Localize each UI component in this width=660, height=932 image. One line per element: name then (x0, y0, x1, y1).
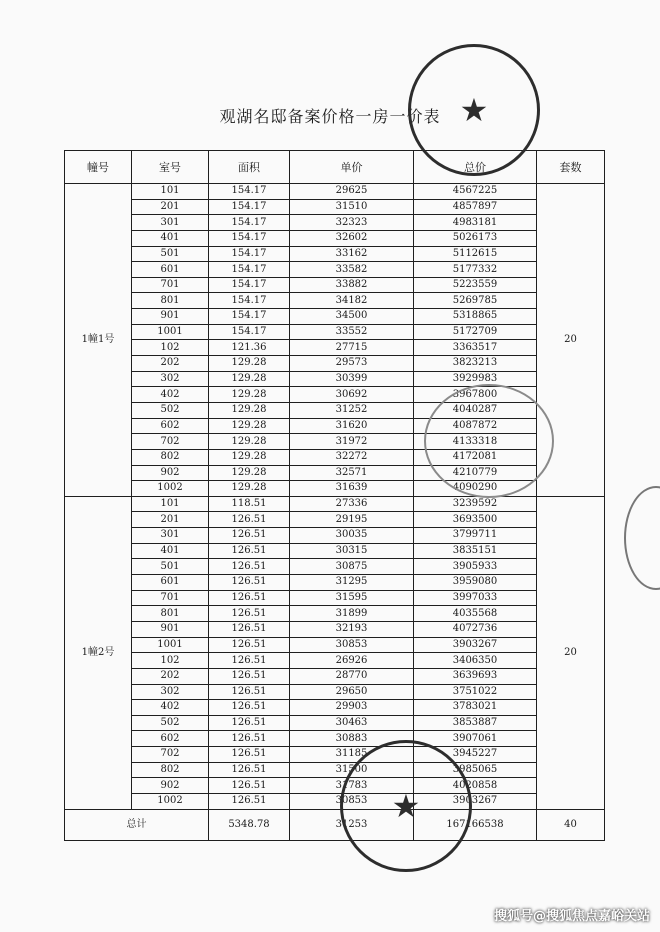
table-row (65, 246, 605, 262)
table-row (65, 262, 605, 278)
table-row (65, 528, 605, 544)
unit-price-cell: 32323 (290, 215, 414, 231)
area-cell: 154.17 (209, 215, 290, 231)
seal-star-icon: ★ (391, 787, 421, 825)
unit-price-cell: 27336 (290, 496, 414, 512)
area-cell: 126.51 (209, 762, 290, 778)
table-row (65, 324, 605, 340)
total-price-cell: 3853887 (414, 715, 537, 731)
area-cell: 154.17 (209, 309, 290, 325)
unit-price-cell: 29625 (290, 184, 414, 200)
area-cell: 129.28 (209, 465, 290, 481)
table-row (65, 715, 605, 731)
unit-price-cell: 31500 (290, 762, 414, 778)
unit-price-cell: 32571 (290, 465, 414, 481)
unit-price-cell: 28770 (290, 668, 414, 684)
table-row (65, 277, 605, 293)
count-cell: 20 (537, 496, 605, 809)
total-price-cell: 5223559 (414, 277, 537, 293)
room-cell: 802 (132, 449, 209, 465)
area-cell: 126.51 (209, 621, 290, 637)
room-cell: 701 (132, 277, 209, 293)
room-cell: 501 (132, 559, 209, 575)
total-price-cell: 3823213 (414, 356, 537, 372)
total-row (65, 809, 605, 840)
table-row (65, 668, 605, 684)
count-cell: 20 (537, 184, 605, 497)
room-cell: 202 (132, 356, 209, 372)
header-building: 幢号 (65, 151, 132, 184)
table-row (65, 215, 605, 231)
area-cell: 126.51 (209, 590, 290, 606)
room-cell: 801 (132, 293, 209, 309)
unit-price-cell: 31595 (290, 590, 414, 606)
table-row (65, 496, 605, 512)
unit-price-cell: 31620 (290, 418, 414, 434)
unit-price-cell: 30692 (290, 387, 414, 403)
area-cell: 126.51 (209, 715, 290, 731)
unit-price-cell: 32193 (290, 621, 414, 637)
table-row (65, 543, 605, 559)
total-price-cell: 4072736 (414, 621, 537, 637)
unit-price-cell: 31295 (290, 575, 414, 591)
unit-price-cell: 31899 (290, 606, 414, 622)
page-title: 观湖名邸备案价格一房一价表 (219, 107, 441, 126)
unit-price-cell: 31252 (290, 402, 414, 418)
total-price-cell: 3239592 (414, 496, 537, 512)
header-count: 套数 (537, 151, 605, 184)
header-room: 室号 (132, 151, 209, 184)
total-price-cell: 3997033 (414, 590, 537, 606)
area-cell: 129.28 (209, 449, 290, 465)
total-price-cell: 4035568 (414, 606, 537, 622)
total-price-cell: 3903267 (414, 793, 537, 809)
total-label: 总计 (65, 809, 209, 840)
total-price-cell: 3363517 (414, 340, 537, 356)
total-price-cell: 3639693 (414, 668, 537, 684)
table-row (65, 747, 605, 763)
unit-price-cell: 29195 (290, 512, 414, 528)
table-row (65, 778, 605, 794)
table-row (65, 793, 605, 809)
total-price-cell: 3905933 (414, 559, 537, 575)
area-cell: 126.51 (209, 731, 290, 747)
header-unit-price: 单价 (290, 151, 414, 184)
partial-seal-edge (624, 486, 660, 590)
unit-price-cell: 29573 (290, 356, 414, 372)
total-price-cell: 3799711 (414, 528, 537, 544)
area-cell: 121.36 (209, 340, 290, 356)
total-price-cell: 3835151 (414, 543, 537, 559)
room-cell: 202 (132, 668, 209, 684)
table-row (65, 559, 605, 575)
room-cell: 201 (132, 199, 209, 215)
table-row (65, 340, 605, 356)
table-header-row (65, 151, 605, 184)
total-price-cell: 3945227 (414, 747, 537, 763)
area-cell: 154.17 (209, 277, 290, 293)
area-cell: 154.17 (209, 184, 290, 200)
area-cell: 126.51 (209, 606, 290, 622)
area-cell: 154.17 (209, 262, 290, 278)
total-price: 167166538 (414, 809, 537, 840)
area-cell: 126.51 (209, 747, 290, 763)
unit-price-cell: 33552 (290, 324, 414, 340)
unit-price-cell: 34500 (290, 309, 414, 325)
room-cell: 902 (132, 778, 209, 794)
table-row (65, 731, 605, 747)
total-price-cell: 3907061 (414, 731, 537, 747)
unit-price-cell: 31639 (290, 481, 414, 497)
room-cell: 601 (132, 262, 209, 278)
unit-price-cell: 29650 (290, 684, 414, 700)
table-row (65, 621, 605, 637)
building-cell: 1幢1号 (65, 184, 132, 497)
room-cell: 101 (132, 184, 209, 200)
total-price-cell: 5172709 (414, 324, 537, 340)
total-price-cell: 4087872 (414, 418, 537, 434)
area-cell: 126.51 (209, 700, 290, 716)
building-cell: 1幢2号 (65, 496, 132, 809)
seal-star-icon: ★ (459, 91, 489, 129)
table-row (65, 293, 605, 309)
area-cell: 126.51 (209, 528, 290, 544)
room-cell: 702 (132, 434, 209, 450)
room-cell: 1002 (132, 481, 209, 497)
room-cell: 602 (132, 418, 209, 434)
table-row (65, 356, 605, 372)
watermark: 搜狐号@搜狐焦点嘉峪关站 (493, 909, 650, 924)
room-cell: 301 (132, 528, 209, 544)
room-cell: 302 (132, 684, 209, 700)
total-price-cell: 5026173 (414, 230, 537, 246)
unit-price-cell: 30463 (290, 715, 414, 731)
total-unit-price: 31253 (290, 809, 414, 840)
total-price-cell: 5112615 (414, 246, 537, 262)
unit-price-cell: 30853 (290, 793, 414, 809)
room-cell: 901 (132, 621, 209, 637)
area-cell: 126.51 (209, 778, 290, 794)
header-total-price: 总价 (414, 151, 537, 184)
unit-price-cell: 32602 (290, 230, 414, 246)
total-area: 5348.78 (209, 809, 290, 840)
room-cell: 102 (132, 653, 209, 669)
room-cell: 1001 (132, 324, 209, 340)
area-cell: 154.17 (209, 230, 290, 246)
room-cell: 602 (132, 731, 209, 747)
area-cell: 126.51 (209, 637, 290, 653)
area-cell: 154.17 (209, 246, 290, 262)
total-price-cell: 4983181 (414, 215, 537, 231)
total-price-cell: 4857897 (414, 199, 537, 215)
table-row (65, 512, 605, 528)
area-cell: 129.28 (209, 434, 290, 450)
area-cell: 126.51 (209, 653, 290, 669)
company-seal-faint (424, 384, 554, 498)
room-cell: 702 (132, 747, 209, 763)
area-cell: 129.28 (209, 481, 290, 497)
total-price-cell: 4020858 (414, 778, 537, 794)
room-cell: 402 (132, 700, 209, 716)
total-price-cell: 4172081 (414, 449, 537, 465)
area-cell: 129.28 (209, 356, 290, 372)
total-price-cell: 4210779 (414, 465, 537, 481)
total-price-cell: 4090290 (414, 481, 537, 497)
room-cell: 502 (132, 402, 209, 418)
unit-price-cell: 30853 (290, 637, 414, 653)
unit-price-cell: 26926 (290, 653, 414, 669)
table-row (65, 371, 605, 387)
area-cell: 129.28 (209, 371, 290, 387)
area-cell: 154.17 (209, 324, 290, 340)
area-cell: 126.51 (209, 512, 290, 528)
area-cell: 126.51 (209, 668, 290, 684)
area-cell: 154.17 (209, 199, 290, 215)
room-cell: 201 (132, 512, 209, 528)
total-price-cell: 3967800 (414, 387, 537, 403)
table-row (65, 230, 605, 246)
room-cell: 102 (132, 340, 209, 356)
total-price-cell: 5269785 (414, 293, 537, 309)
company-seal-top (408, 44, 540, 176)
total-price-cell: 3693500 (414, 512, 537, 528)
price-table (64, 150, 605, 841)
table-row (65, 606, 605, 622)
total-price-cell: 3959080 (414, 575, 537, 591)
room-cell: 101 (132, 496, 209, 512)
room-cell: 502 (132, 715, 209, 731)
table-row (65, 653, 605, 669)
unit-price-cell: 31783 (290, 778, 414, 794)
room-cell: 901 (132, 309, 209, 325)
total-price-cell: 4040287 (414, 402, 537, 418)
table-row (65, 199, 605, 215)
unit-price-cell: 34182 (290, 293, 414, 309)
total-price-cell: 4133318 (414, 434, 537, 450)
room-cell: 802 (132, 762, 209, 778)
unit-price-cell: 27715 (290, 340, 414, 356)
room-cell: 402 (132, 387, 209, 403)
area-cell: 129.28 (209, 418, 290, 434)
unit-price-cell: 30399 (290, 371, 414, 387)
unit-price-cell: 30035 (290, 528, 414, 544)
room-cell: 701 (132, 590, 209, 606)
room-cell: 301 (132, 215, 209, 231)
room-cell: 1001 (132, 637, 209, 653)
unit-price-cell: 29903 (290, 700, 414, 716)
total-price-cell: 3406350 (414, 653, 537, 669)
unit-price-cell: 33882 (290, 277, 414, 293)
company-seal-bottom (340, 740, 472, 872)
unit-price-cell: 31185 (290, 747, 414, 763)
room-cell: 501 (132, 246, 209, 262)
total-price-cell: 3929983 (414, 371, 537, 387)
area-cell: 118.51 (209, 496, 290, 512)
total-price-cell: 4567225 (414, 184, 537, 200)
table-row (65, 684, 605, 700)
table-body (65, 184, 605, 810)
unit-price-cell: 32272 (290, 449, 414, 465)
room-cell: 801 (132, 606, 209, 622)
room-cell: 902 (132, 465, 209, 481)
area-cell: 126.51 (209, 684, 290, 700)
table-row (65, 590, 605, 606)
area-cell: 126.51 (209, 575, 290, 591)
total-count: 40 (537, 809, 605, 840)
total-price-cell: 5177332 (414, 262, 537, 278)
unit-price-cell: 33162 (290, 246, 414, 262)
area-cell: 154.17 (209, 293, 290, 309)
header-area: 面积 (209, 151, 290, 184)
area-cell: 126.51 (209, 559, 290, 575)
total-price-cell: 3783021 (414, 700, 537, 716)
total-price-cell: 3985065 (414, 762, 537, 778)
room-cell: 401 (132, 230, 209, 246)
unit-price-cell: 31972 (290, 434, 414, 450)
room-cell: 302 (132, 371, 209, 387)
unit-price-cell: 30315 (290, 543, 414, 559)
unit-price-cell: 30883 (290, 731, 414, 747)
area-cell: 129.28 (209, 402, 290, 418)
unit-price-cell: 31510 (290, 199, 414, 215)
unit-price-cell: 33582 (290, 262, 414, 278)
room-cell: 601 (132, 575, 209, 591)
room-cell: 1002 (132, 793, 209, 809)
table-row (65, 309, 605, 325)
total-price-cell: 5318865 (414, 309, 537, 325)
table-row (65, 575, 605, 591)
area-cell: 126.51 (209, 793, 290, 809)
area-cell: 129.28 (209, 387, 290, 403)
table-row (65, 184, 605, 200)
table-row (65, 637, 605, 653)
unit-price-cell: 30875 (290, 559, 414, 575)
area-cell: 126.51 (209, 543, 290, 559)
total-price-cell: 3903267 (414, 637, 537, 653)
room-cell: 401 (132, 543, 209, 559)
total-price-cell: 3751022 (414, 684, 537, 700)
table-row (65, 762, 605, 778)
table-row (65, 700, 605, 716)
